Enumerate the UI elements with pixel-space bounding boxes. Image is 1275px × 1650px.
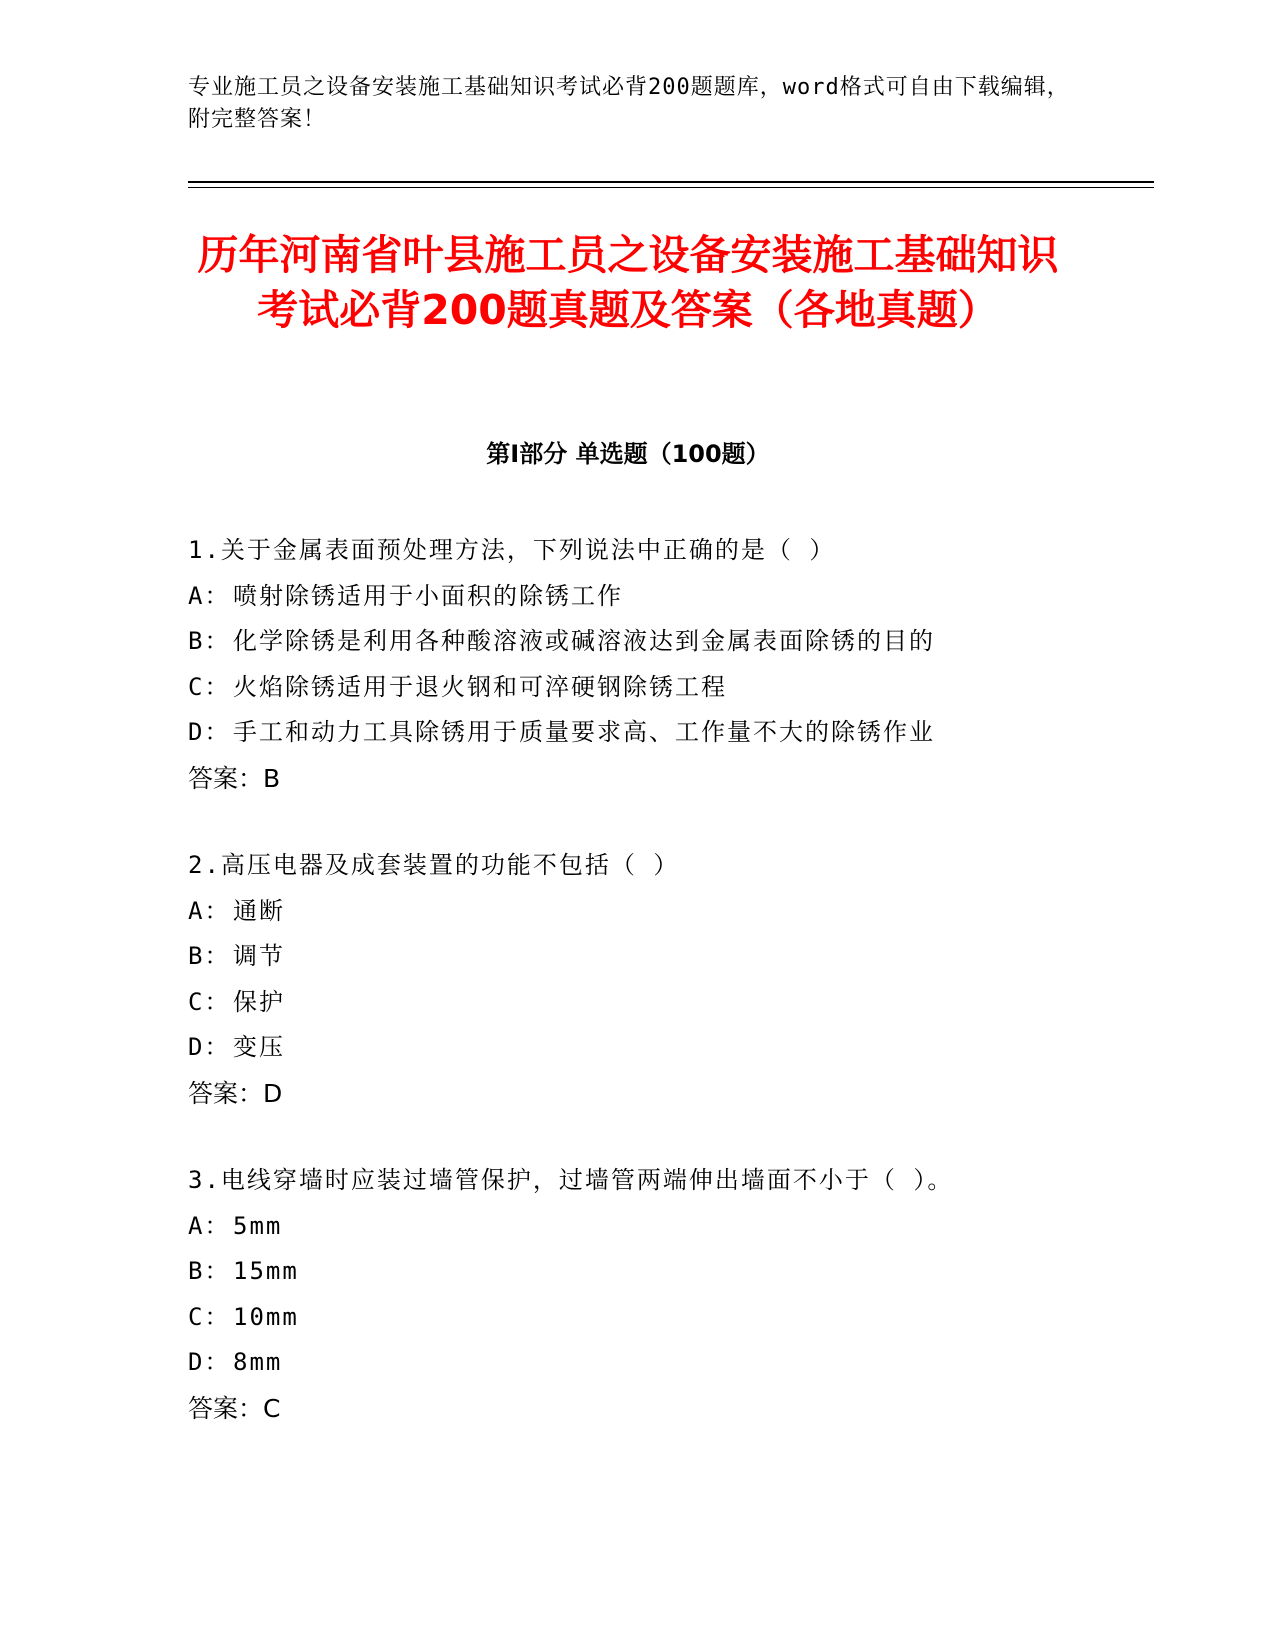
- question-list: [188, 528, 1148, 1473]
- option-text: 10mm: [233, 1302, 299, 1331]
- document-title: 历年河南省叶县施工员之设备安装施工基础知识考试必背200题真题及答案（各地真题）: [197, 231, 1059, 334]
- option-text: 调节: [233, 942, 285, 970]
- option-key: B：: [188, 627, 231, 655]
- option-text: 喷射除锈适用于小面积的除锈工作: [233, 581, 623, 610]
- option-key: B：: [188, 942, 231, 970]
- option-text: 15mm: [233, 1257, 299, 1285]
- answer: 答案：D: [188, 1078, 283, 1108]
- question-stem: 1.关于金属表面预处理方法，下列说法中正确的是（ ）: [188, 536, 836, 564]
- section-heading: 第Ⅰ部分 单选题（100题）: [486, 440, 770, 468]
- option-text: 手工和动力工具除锈用于质量要求高、工作量不大的除锈作业: [233, 718, 935, 746]
- option-text: 保护: [233, 987, 285, 1016]
- option-text: 通断: [233, 896, 285, 925]
- question-2: [188, 843, 1148, 1116]
- option-a: [188, 889, 1148, 935]
- question-stem: 3.电线穿墙时应装过墙管保护，过墙管两端伸出墙面不小于（ ）。: [188, 1166, 954, 1194]
- option-text: 变压: [233, 1033, 285, 1061]
- question-1: [188, 528, 1148, 801]
- header-note: 专业施工员之设备安装施工基础知识考试必背200题题库，word格式可自由下载编辑，附完整答案！: [188, 75, 1070, 132]
- option-key: C：: [188, 672, 231, 701]
- option-d: [188, 1340, 1148, 1386]
- option-b: [188, 934, 1148, 980]
- option-d: [188, 1025, 1148, 1071]
- option-key: D：: [188, 1348, 231, 1376]
- option-key: D：: [188, 718, 231, 746]
- option-key: A：: [188, 581, 231, 610]
- header-rule-thick: [188, 181, 1154, 183]
- option-text: 8mm: [233, 1348, 283, 1376]
- option-key: B：: [188, 1257, 231, 1285]
- option-key: A：: [188, 896, 231, 925]
- option-b: [188, 619, 1148, 665]
- option-text: 火焰除锈适用于退火钢和可淬硬钢除锈工程: [233, 672, 727, 701]
- option-key: D：: [188, 1033, 231, 1061]
- option-c: [188, 665, 1148, 711]
- option-b: [188, 1249, 1148, 1295]
- question-3: [188, 1158, 1148, 1431]
- option-key: C：: [188, 1302, 231, 1331]
- option-d: [188, 710, 1148, 756]
- question-stem: 2.高压电器及成套装置的功能不包括（ ）: [188, 851, 680, 879]
- answer: 答案：C: [188, 1393, 281, 1423]
- answer: 答案：B: [188, 763, 281, 793]
- option-c: [188, 980, 1148, 1026]
- option-key: C：: [188, 987, 231, 1016]
- option-key: A：: [188, 1211, 231, 1240]
- option-c: [188, 1295, 1148, 1341]
- option-a: [188, 1204, 1148, 1250]
- option-text: 5mm: [233, 1211, 283, 1240]
- option-a: [188, 574, 1148, 620]
- header-rule-thin: [188, 187, 1154, 188]
- option-text: 化学除锈是利用各种酸溶液或碱溶液达到金属表面除锈的目的: [233, 627, 935, 655]
